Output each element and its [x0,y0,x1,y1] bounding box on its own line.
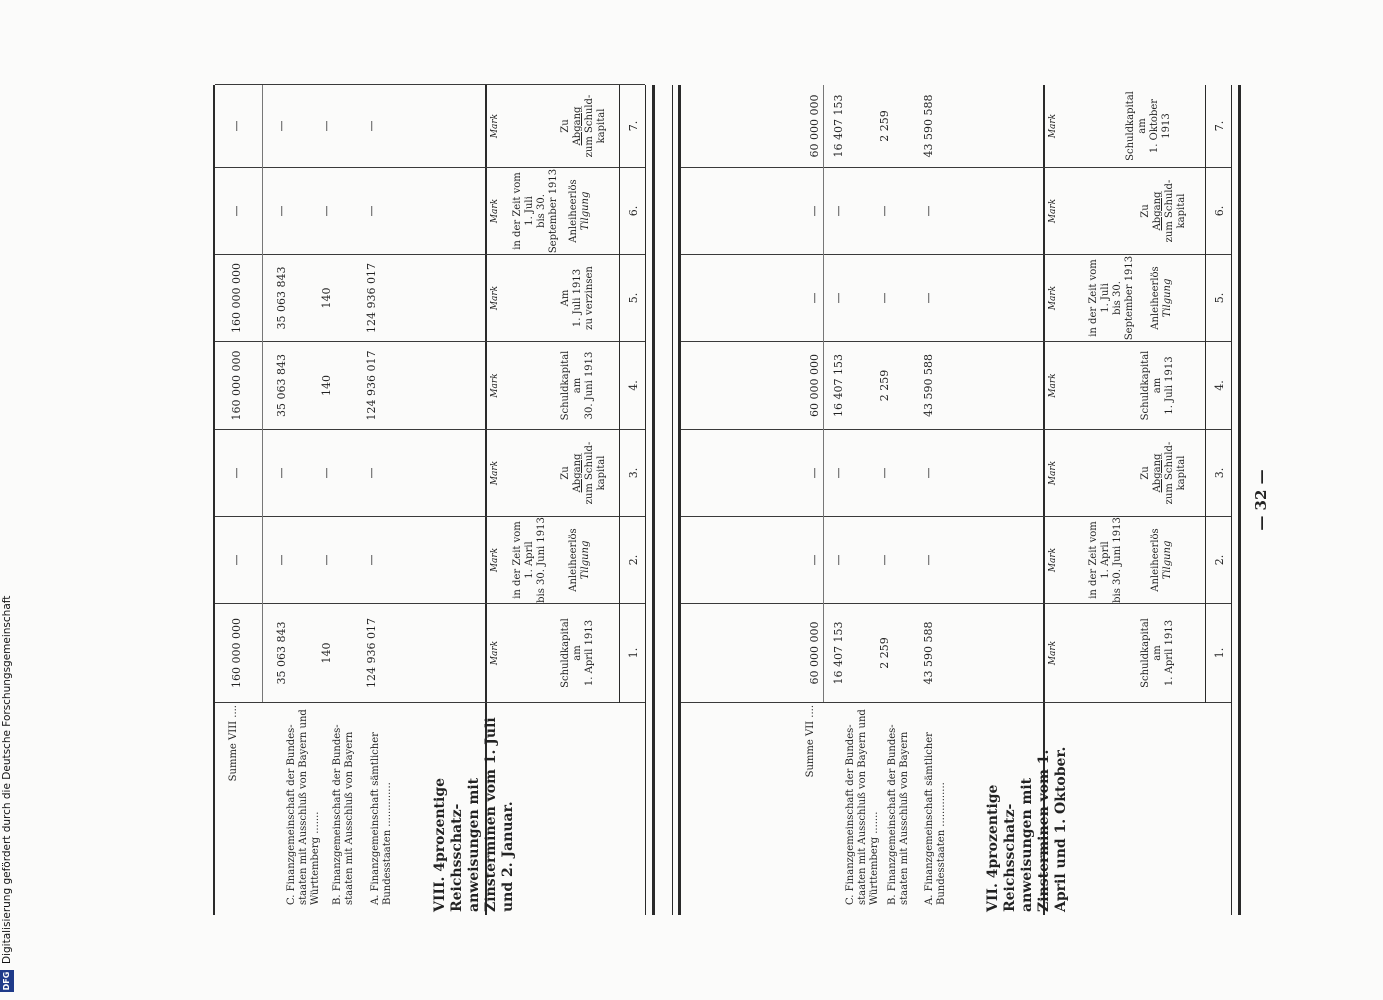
viii-unit-c2: Mark [490,547,500,573]
footer-text: Digitalisierung gefördert durch die Deutsche Forschungsgemeinschaft [1,595,13,964]
viii-header-c2-period: in der Zeit vom 1. April bis 30. Juni 1913 [512,517,547,603]
col-number-1: 1. [1213,647,1226,659]
vii-sum-label: Summe VII .... [805,705,816,778]
viii-header-c4: Schuldkapital am 30. Juni 1913 [560,350,595,421]
viii-col-number-rule [619,85,620,703]
viii-header-c6: Anleiheerlös Tilgung [568,179,591,243]
vii-b-c1: 2 259 [878,637,891,669]
vii-row-a-label: A. Finanzgemeinschaft sämtlicher Bundesstaaten .............. [924,732,947,905]
viii-top-thin-rule [645,85,646,915]
viii-title: VIII. 4prozentige Reichsschatz-anweisungen mit Zinsterminen vom 1. Juli und 2. Januar. [432,717,516,912]
col-rule-3 [681,516,1231,517]
viii-b-c1: 140 [320,642,333,664]
vii-header-c5-period: in der Zeit vom 1. Juli bis 30. September 1913 [1088,255,1135,341]
viii-header-c6-period: in der Zeit vom 1. Juli bis 30. September 1913 [512,168,559,254]
top-thin-rule [1231,85,1232,915]
vii-header-c1: Schuldkapital am 1. April 1913 [1140,618,1175,688]
viii-sum-c1: 160 000 000 [230,618,243,688]
viii-col-number-1: 1. [627,647,640,659]
viii-c-c6: — [275,205,288,217]
viii-sum-c2: — [230,554,243,566]
viii-col-number-7: 7. [627,120,640,132]
col-number-3: 3. [1213,467,1226,479]
unit-c3: Mark [1048,460,1058,486]
unit-c2: Mark [1048,547,1058,573]
vii-sum-c6: — [808,205,821,217]
unit-c7: Mark [1048,113,1058,139]
vii-c-c5: — [832,292,845,304]
vii-b-c7: 2 259 [878,110,891,142]
viii-sum-c5: 160 000 000 [230,263,243,333]
viii-a-c1: 124 936 017 [365,618,378,688]
vii-sum-c4: 60 000 000 [808,354,821,417]
vii-sum-c5: — [808,292,821,304]
col-number-5: 5. [1213,292,1226,304]
vii-a-c6: — [922,205,935,217]
bottom-double-rule [678,85,681,915]
vii-b-c5: — [878,292,891,304]
vii-header-c7: Schuldkapital am 1. Oktober 1913 [1125,91,1172,161]
viii-bottom-rule [213,85,215,915]
col-number-7: 7. [1213,120,1226,132]
viii-b-c2: — [320,554,333,566]
col-number-6: 6. [1213,205,1226,217]
bottom-thin-rule [672,85,673,915]
viii-b-c5: 140 [320,287,333,309]
viii-col-number-6: 6. [627,205,640,217]
viii-a-c5: 124 936 017 [365,263,378,333]
viii-c-c1: 35 063 843 [275,621,288,685]
viii-unit-c5: Mark [490,285,500,311]
viii-a-c3: — [365,467,378,479]
viii-col-number-2: 2. [627,554,640,566]
viii-header-c1: Schuldkapital am 1. April 1913 [560,618,595,688]
viii-sum-c6: — [230,205,243,217]
vii-title: VII. 4prozentige Reichsschatz-anweisungen mit Zinsterminen vom 1. April und 1. Oktober. [985,746,1069,912]
vii-header-c2: Anleiheerlös Tilgung [1150,528,1173,592]
vii-b-c2: — [878,554,891,566]
col-rule-1 [681,702,1231,703]
vii-sum-c3: — [808,467,821,479]
vii-header-c5: Anleiheerlös Tilgung [1150,266,1173,330]
vii-a-c3: — [922,467,935,479]
viii-sum-c7: — [230,120,243,132]
viii-b-c7: — [320,120,333,132]
vii-a-c1: 43 590 588 [922,621,935,685]
vii-row-c-label: C. Finanzgemeinschaft der Bundes-staaten mit Ausschluß von Bayern und Württemberg ....... [845,709,880,905]
vii-b-c6: — [878,205,891,217]
viii-unit-c4: Mark [490,373,500,398]
viii-b-c4: 140 [320,375,333,396]
viii-col-rule-1 [215,702,645,703]
vii-a-c7: 43 590 588 [922,94,935,158]
viii-col-number-5: 5. [627,292,640,304]
vii-c-c1: 16 407 153 [832,621,845,685]
viii-header-c2: Anleiheerlös Tilgung [568,528,591,592]
col-number-rule [1205,85,1206,703]
viii-sum-c4: 160 000 000 [230,350,243,421]
viii-row-c-label: C. Finanzgemeinschaft der Bundes-staaten mit Ausschluß von Bayern und Württemberg ....... [286,709,321,905]
vii-header-c6: Zu Abgang zum Schuld- kapital [1140,179,1187,243]
viii-row-b-label: B. Finanzgemeinschaft der Bundes-staaten mit Ausschluß von Bayern [332,724,355,905]
viii-sum-rule [262,85,263,702]
vii-sum-c2: — [808,554,821,566]
vii-c-c7: 16 407 153 [832,94,845,158]
dfg-logo: DFG [0,970,14,992]
viii-c-c4: 35 063 843 [275,354,288,417]
viii-a-c6: — [365,205,378,217]
viii-unit-c7: Mark [490,113,500,139]
col-rule-6 [681,254,1231,255]
vii-sum-c7: 60 000 000 [808,94,821,158]
viii-header-c7: Zu Abgang zum Schuld- kapital [560,94,607,158]
digitization-footer [0,0,16,1000]
vii-a-c2: — [922,554,935,566]
vii-b-c4: 2 259 [878,369,891,402]
viii-a-c4: 124 936 017 [365,350,378,421]
unit-c1: Mark [1048,640,1058,666]
vii-a-c5: — [922,292,935,304]
col-number-4: 4. [1213,380,1226,391]
vii-header-c3: Zu Abgang zum Schuld- kapital [1140,441,1187,505]
viii-sum-label: Summe VIII .... [228,705,239,782]
viii-c-c5: 35 063 843 [275,266,288,330]
vii-c-c2: — [832,554,845,566]
vii-c-c4: 16 407 153 [832,354,845,417]
viii-b-c6: — [320,205,333,217]
viii-a-c7: — [365,120,378,132]
viii-unit-c1: Mark [490,640,500,666]
vii-c-c3: — [832,467,845,479]
vii-a-c4: 43 590 588 [922,354,935,417]
viii-c-c2: — [275,554,288,566]
unit-c6: Mark [1048,198,1058,224]
viii-row-a-label: A. Finanzgemeinschaft sämtlicher Bundesstaaten .............. [370,732,393,905]
vii-sum-c1: 60 000 000 [808,621,821,685]
viii-b-c3: — [320,467,333,479]
viii-unit-c3: Mark [490,460,500,486]
viii-header-c3: Zu Abgang zum Schuld- kapital [560,441,607,505]
unit-c5: Mark [1048,285,1058,311]
vii-c-c6: — [832,205,845,217]
viii-col-number-4: 4. [627,380,640,391]
viii-top-double-rule [652,85,655,915]
viii-sum-c3: — [230,467,243,479]
vii-header-c2-period: in der Zeit vom 1. April bis 30. Juni 1913 [1088,517,1123,603]
vii-header-c4: Schuldkapital am 1. Juli 1913 [1140,350,1175,421]
viii-unit-c6: Mark [490,198,500,224]
unit-c4: Mark [1048,373,1058,398]
top-double-rule [1238,85,1241,915]
vii-b-c3: — [878,467,891,479]
vii-row-b-label: B. Finanzgemeinschaft der Bundes-staaten mit Ausschluß von Bayern [887,724,910,905]
viii-c-c3: — [275,467,288,479]
viii-header-c5: Am 1. Juli 1913 zu verzinsen [560,266,595,330]
col-number-2: 2. [1213,554,1226,566]
page-number: — 32 — [1252,469,1270,531]
viii-c-c7: — [275,120,288,132]
vii-sum-rule [823,85,824,702]
viii-col-number-3: 3. [627,467,640,479]
viii-a-c2: — [365,554,378,566]
